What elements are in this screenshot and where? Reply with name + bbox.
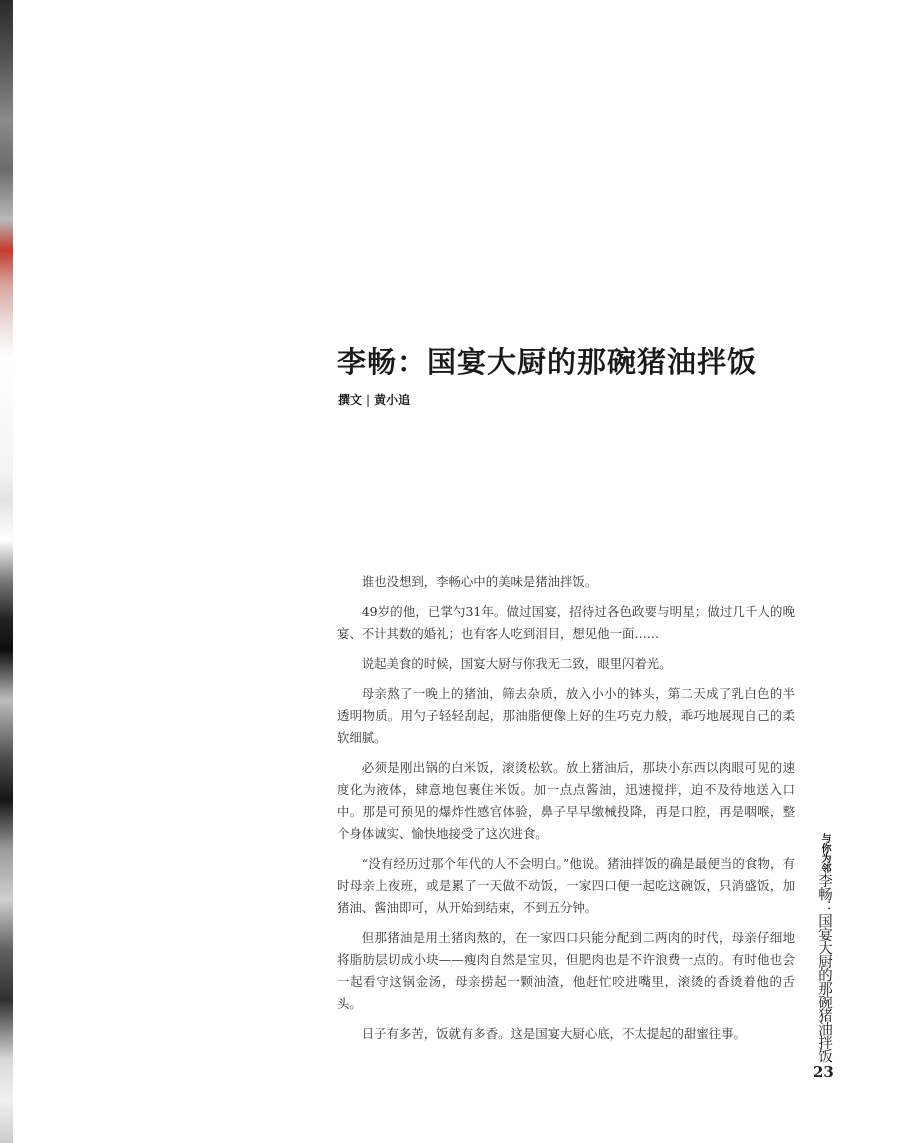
body-paragraph: 日子有多苦，饭就有多香。这是国宴大厨心底，不太提起的甜蜜往事。 xyxy=(361,1026,746,1041)
article-body xyxy=(337,571,795,1053)
article-title: 李畅：国宴大厨的那碗猪油拌饭 xyxy=(337,345,758,379)
edge-photo-strip xyxy=(0,0,13,1143)
side-running-head xyxy=(808,833,838,1063)
body-paragraph: 说起美食的时候，国宴大厨与你我无二致，眼里闪着光。 xyxy=(361,656,672,671)
section-label: 与你为邻 xyxy=(819,833,830,873)
body-paragraph: 但那猪油是用土猪肉熬的，在一家四口只能分配到二两肉的时代，母亲仔细地将脂肪层切成小块——瘦肉自然是宝贝，但肥肉也是不许浪费一点的。有时他也会一起看守这锅金汤，母亲捞起一颗油渣，他赶忙咬进嘴里，滚烫的香烫着他的舌头。 xyxy=(337,930,795,1011)
body-paragraph: 必须是刚出锅的白米饭，滚烫松软。放上猪油后，那块小东西以肉眼可见的速度化为液体，肆意地包裹住米饭。加一点点酱油，迅速搅拌，迫不及待地送入口中。那是可预见的爆炸性感官体验，鼻子早早缴械投降，再是口腔，再是咽喉，整个身体诚实、愉快地接受了这次进食。 xyxy=(337,760,795,841)
body-paragraph: 母亲熬了一晚上的猪油，筛去杂质，放入小小的钵头，第二天成了乳白色的半透明物质。用勺子轻轻刮起，那油脂便像上好的生巧克力般，乖巧地展现自己的柔软细腻。 xyxy=(337,686,795,745)
article-byline xyxy=(338,392,410,408)
byline-label: 撰文 xyxy=(338,393,363,407)
byline-separator: | xyxy=(366,393,371,407)
running-title: 李畅：国宴大厨的那碗猪油拌饭 xyxy=(816,873,832,1062)
page-number: 23 xyxy=(813,1063,834,1081)
body-paragraph: “没有经历过那个年代的人不会明白。”他说。猪油拌饭的确是最便当的食物，有时母亲上夜班，或是累了一天做不动饭，一家四口便一起吃这碗饭，只消盛饭，加猪油、酱油即可，从开始到结束，不到五分钟。 xyxy=(337,856,795,915)
byline-author: 黄小追 xyxy=(374,393,411,407)
body-paragraph: 49岁的他，已掌勺31年。做过国宴，招待过各色政要与明星；做过几千人的晚宴、不计其数的婚礼；也有客人吃到泪目，想见他一面…… xyxy=(337,604,795,641)
body-paragraph: 谁也没想到，李畅心中的美味是猪油拌饭。 xyxy=(361,574,598,589)
